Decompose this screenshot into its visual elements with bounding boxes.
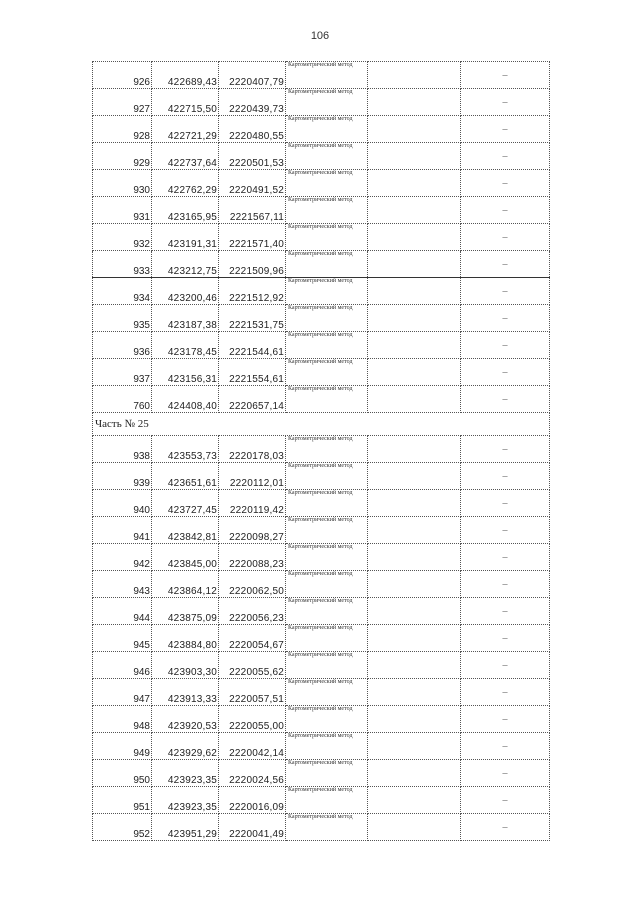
x-coordinate-cell: 422737,64 <box>152 143 219 170</box>
dash-cell: – <box>461 733 550 760</box>
method-cell <box>286 463 368 490</box>
point-number-cell: 938 <box>93 436 152 463</box>
x-coordinate-cell: 422689,43 <box>152 62 219 89</box>
dash-cell: – <box>461 706 550 733</box>
x-coordinate-cell: 423727,45 <box>152 490 219 517</box>
table-row <box>93 625 550 652</box>
table-row <box>93 463 550 490</box>
dash-cell: – <box>461 787 550 814</box>
y-coordinate-cell: 2220407,79 <box>219 62 286 89</box>
table-row <box>93 386 550 413</box>
dash-cell: – <box>461 89 550 116</box>
point-number-cell: 942 <box>93 544 152 571</box>
y-coordinate-cell: 2221544,61 <box>219 332 286 359</box>
x-coordinate-cell: 423913,33 <box>152 679 219 706</box>
method-text: Картометрический метод <box>288 787 353 793</box>
y-coordinate-cell: 2220024,56 <box>219 760 286 787</box>
dash-cell: – <box>461 571 550 598</box>
method-cell <box>286 197 368 224</box>
method-cell <box>286 62 368 89</box>
table-row <box>93 706 550 733</box>
method-text: Картометрический метод <box>288 386 353 392</box>
point-number-cell: 951 <box>93 787 152 814</box>
dash-cell: – <box>461 598 550 625</box>
empty-cell <box>368 598 461 625</box>
coordinates-table-body <box>93 62 550 841</box>
point-number-cell: 944 <box>93 598 152 625</box>
x-coordinate-cell: 422762,29 <box>152 170 219 197</box>
y-coordinate-cell: 2220054,67 <box>219 625 286 652</box>
y-coordinate-cell: 2220491,52 <box>219 170 286 197</box>
dash-cell: – <box>461 116 550 143</box>
table-row <box>93 143 550 170</box>
method-cell <box>286 814 368 841</box>
point-number-cell: 927 <box>93 89 152 116</box>
empty-cell <box>368 652 461 679</box>
empty-cell <box>368 787 461 814</box>
method-cell <box>286 706 368 733</box>
point-number-cell: 948 <box>93 706 152 733</box>
y-coordinate-cell: 2220119,42 <box>219 490 286 517</box>
method-text: Картометрический метод <box>288 679 353 685</box>
dash-cell: – <box>461 760 550 787</box>
table-row <box>93 652 550 679</box>
table-row <box>93 62 550 89</box>
method-cell <box>286 679 368 706</box>
table-row <box>93 170 550 197</box>
method-text: Картометрический метод <box>288 305 353 311</box>
table-row <box>93 251 550 278</box>
method-text: Картометрический метод <box>288 436 353 442</box>
point-number-cell: 930 <box>93 170 152 197</box>
y-coordinate-cell: 2220098,27 <box>219 517 286 544</box>
point-number-cell: 932 <box>93 224 152 251</box>
x-coordinate-cell: 423903,30 <box>152 652 219 679</box>
method-cell <box>286 278 368 305</box>
empty-cell <box>368 760 461 787</box>
point-number-cell: 937 <box>93 359 152 386</box>
empty-cell <box>368 814 461 841</box>
method-text: Картометрический метод <box>288 332 353 338</box>
empty-cell <box>368 143 461 170</box>
method-cell <box>286 490 368 517</box>
y-coordinate-cell: 2220056,23 <box>219 598 286 625</box>
method-text: Картометрический метод <box>288 571 353 577</box>
x-coordinate-cell: 423187,38 <box>152 305 219 332</box>
table-row <box>93 436 550 463</box>
y-coordinate-cell: 2221571,40 <box>219 224 286 251</box>
y-coordinate-cell: 2220439,73 <box>219 89 286 116</box>
y-coordinate-cell: 2220112,01 <box>219 463 286 490</box>
method-text: Картометрический метод <box>288 760 353 766</box>
point-number-cell: 949 <box>93 733 152 760</box>
point-number-cell: 945 <box>93 625 152 652</box>
method-text: Картометрический метод <box>288 517 353 523</box>
method-text: Картометрический метод <box>288 598 353 604</box>
empty-cell <box>368 62 461 89</box>
x-coordinate-cell: 423884,80 <box>152 625 219 652</box>
method-cell <box>286 224 368 251</box>
table-row <box>93 571 550 598</box>
x-coordinate-cell: 423156,31 <box>152 359 219 386</box>
table-row <box>93 490 550 517</box>
table-row <box>93 89 550 116</box>
method-text: Картометрический метод <box>288 224 353 230</box>
point-number-cell: 943 <box>93 571 152 598</box>
point-number-cell: 934 <box>93 278 152 305</box>
point-number-cell: 939 <box>93 463 152 490</box>
y-coordinate-cell: 2221554,61 <box>219 359 286 386</box>
method-cell <box>286 517 368 544</box>
point-number-cell: 933 <box>93 251 152 278</box>
dash-cell: – <box>461 278 550 305</box>
y-coordinate-cell: 2220055,62 <box>219 652 286 679</box>
point-number-cell: 952 <box>93 814 152 841</box>
method-text: Картометрический метод <box>288 89 353 95</box>
method-text: Картометрический метод <box>288 251 353 257</box>
point-number-cell: 926 <box>93 62 152 89</box>
method-cell <box>286 436 368 463</box>
table-row <box>93 197 550 224</box>
method-cell <box>286 625 368 652</box>
page-number: 106 <box>310 30 330 42</box>
method-text: Картометрический метод <box>288 143 353 149</box>
dash-cell: – <box>461 359 550 386</box>
empty-cell <box>368 116 461 143</box>
empty-cell <box>368 386 461 413</box>
method-text: Картометрический метод <box>288 197 353 203</box>
empty-cell <box>368 197 461 224</box>
y-coordinate-cell: 2220480,55 <box>219 116 286 143</box>
method-cell <box>286 571 368 598</box>
point-number-cell: 931 <box>93 197 152 224</box>
method-cell <box>286 544 368 571</box>
point-number-cell: 936 <box>93 332 152 359</box>
y-coordinate-cell: 2220042,14 <box>219 733 286 760</box>
empty-cell <box>368 89 461 116</box>
dash-cell: – <box>461 197 550 224</box>
empty-cell <box>368 706 461 733</box>
method-cell <box>286 332 368 359</box>
method-text: Картометрический метод <box>288 170 353 176</box>
method-text: Картометрический метод <box>288 359 353 365</box>
dash-cell: – <box>461 62 550 89</box>
empty-cell <box>368 679 461 706</box>
x-coordinate-cell: 423165,95 <box>152 197 219 224</box>
method-text: Картометрический метод <box>288 278 353 284</box>
dash-cell: – <box>461 436 550 463</box>
point-number-cell: 940 <box>93 490 152 517</box>
point-number-cell: 950 <box>93 760 152 787</box>
empty-cell <box>368 733 461 760</box>
dash-cell: – <box>461 490 550 517</box>
x-coordinate-cell: 423842,81 <box>152 517 219 544</box>
dash-cell: – <box>461 386 550 413</box>
x-coordinate-cell: 422721,29 <box>152 116 219 143</box>
method-text: Картометрический метод <box>288 62 353 68</box>
empty-cell <box>368 278 461 305</box>
dash-cell: – <box>461 170 550 197</box>
method-text: Картометрический метод <box>288 625 353 631</box>
dash-cell: – <box>461 517 550 544</box>
dash-cell: – <box>461 679 550 706</box>
table-row <box>93 116 550 143</box>
table-row <box>93 278 550 305</box>
point-number-cell: 760 <box>93 386 152 413</box>
method-text: Картометрический метод <box>288 652 353 658</box>
method-text: Картометрический метод <box>288 733 353 739</box>
y-coordinate-cell: 2220016,09 <box>219 787 286 814</box>
x-coordinate-cell: 423212,75 <box>152 251 219 278</box>
method-cell <box>286 733 368 760</box>
table-row <box>93 760 550 787</box>
table-row <box>93 544 550 571</box>
empty-cell <box>368 251 461 278</box>
dash-cell: – <box>461 224 550 251</box>
dash-cell: – <box>461 814 550 841</box>
method-cell <box>286 386 368 413</box>
coordinates-table <box>92 61 550 841</box>
table-row <box>93 517 550 544</box>
x-coordinate-cell: 424408,40 <box>152 386 219 413</box>
table-row <box>93 787 550 814</box>
x-coordinate-cell: 423553,73 <box>152 436 219 463</box>
table-row <box>93 359 550 386</box>
x-coordinate-cell: 423864,12 <box>152 571 219 598</box>
x-coordinate-cell: 423951,29 <box>152 814 219 841</box>
table-row <box>93 814 550 841</box>
method-cell <box>286 143 368 170</box>
dash-cell: – <box>461 544 550 571</box>
point-number-cell: 935 <box>93 305 152 332</box>
dash-cell: – <box>461 463 550 490</box>
dash-cell: – <box>461 652 550 679</box>
empty-cell <box>368 436 461 463</box>
method-text: Картометрический метод <box>288 814 353 820</box>
dash-cell: – <box>461 251 550 278</box>
point-number-cell: 941 <box>93 517 152 544</box>
empty-cell <box>368 571 461 598</box>
x-coordinate-cell: 423929,62 <box>152 733 219 760</box>
empty-cell <box>368 170 461 197</box>
method-cell <box>286 598 368 625</box>
y-coordinate-cell: 2220055,00 <box>219 706 286 733</box>
part-label: Часть № 25 <box>93 413 550 436</box>
empty-cell <box>368 490 461 517</box>
y-coordinate-cell: 2220041,49 <box>219 814 286 841</box>
x-coordinate-cell: 423923,35 <box>152 760 219 787</box>
x-coordinate-cell: 423200,46 <box>152 278 219 305</box>
empty-cell <box>368 625 461 652</box>
y-coordinate-cell: 2221512,92 <box>219 278 286 305</box>
point-number-cell: 946 <box>93 652 152 679</box>
x-coordinate-cell: 423191,31 <box>152 224 219 251</box>
method-cell <box>286 251 368 278</box>
dash-cell: – <box>461 143 550 170</box>
table-row <box>93 679 550 706</box>
x-coordinate-cell: 423178,45 <box>152 332 219 359</box>
x-coordinate-cell: 422715,50 <box>152 89 219 116</box>
empty-cell <box>368 517 461 544</box>
point-number-cell: 947 <box>93 679 152 706</box>
method-text: Картометрический метод <box>288 490 353 496</box>
method-cell <box>286 760 368 787</box>
y-coordinate-cell: 2220062,50 <box>219 571 286 598</box>
x-coordinate-cell: 423920,53 <box>152 706 219 733</box>
method-text: Картометрический метод <box>288 463 353 469</box>
method-cell <box>286 359 368 386</box>
x-coordinate-cell: 423845,00 <box>152 544 219 571</box>
table-row <box>93 598 550 625</box>
empty-cell <box>368 305 461 332</box>
y-coordinate-cell: 2221509,96 <box>219 251 286 278</box>
x-coordinate-cell: 423875,09 <box>152 598 219 625</box>
method-cell <box>286 170 368 197</box>
empty-cell <box>368 332 461 359</box>
x-coordinate-cell: 423923,35 <box>152 787 219 814</box>
method-text: Картометрический метод <box>288 116 353 122</box>
empty-cell <box>368 224 461 251</box>
part-header-row <box>93 413 550 436</box>
method-cell <box>286 116 368 143</box>
empty-cell <box>368 544 461 571</box>
method-cell <box>286 787 368 814</box>
table-row <box>93 332 550 359</box>
point-number-cell: 928 <box>93 116 152 143</box>
table-row <box>93 224 550 251</box>
point-number-cell: 929 <box>93 143 152 170</box>
dash-cell: – <box>461 625 550 652</box>
table-row <box>93 733 550 760</box>
method-text: Картометрический метод <box>288 706 353 712</box>
method-cell <box>286 89 368 116</box>
y-coordinate-cell: 2220088,23 <box>219 544 286 571</box>
dash-cell: – <box>461 305 550 332</box>
method-cell <box>286 305 368 332</box>
table-row <box>93 305 550 332</box>
x-coordinate-cell: 423651,61 <box>152 463 219 490</box>
method-cell <box>286 652 368 679</box>
dash-cell: – <box>461 332 550 359</box>
y-coordinate-cell: 2220657,14 <box>219 386 286 413</box>
empty-cell <box>368 463 461 490</box>
y-coordinate-cell: 2221531,75 <box>219 305 286 332</box>
method-text: Картометрический метод <box>288 544 353 550</box>
y-coordinate-cell: 2220178,03 <box>219 436 286 463</box>
y-coordinate-cell: 2220057,51 <box>219 679 286 706</box>
y-coordinate-cell: 2220501,53 <box>219 143 286 170</box>
empty-cell <box>368 359 461 386</box>
y-coordinate-cell: 2221567,11 <box>219 197 286 224</box>
